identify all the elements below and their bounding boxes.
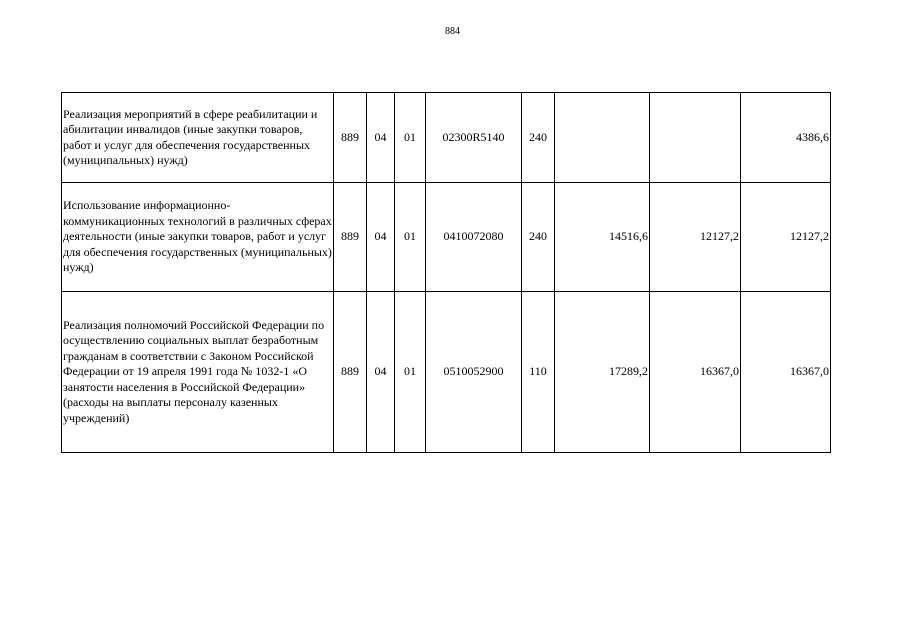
amount-1-cell: 14516,6 (555, 183, 650, 292)
table-row (62, 292, 831, 453)
subsection-cell: 01 (395, 183, 426, 292)
table-row (62, 183, 831, 292)
subsection-cell: 01 (395, 93, 426, 183)
row-description: Реализация полномочий Российской Федерации по осуществлению социальных выплат безработным гражданам в соответствии с Законом Российской Федерации от 19 апреля 1991 года № 1032-1 «О занятости населения в Российской Федерации» (расходы на выплаты персоналу казенных учреждений) (62, 292, 334, 453)
budget-table (61, 92, 831, 453)
page-number: 884 (445, 26, 460, 37)
expense-type-cell: 110 (522, 292, 555, 453)
section-cell: 04 (367, 183, 395, 292)
amount-2-cell (650, 93, 741, 183)
section-cell: 04 (367, 292, 395, 453)
table-row (62, 93, 831, 183)
amount-1-cell: 17289,2 (555, 292, 650, 453)
amount-3-cell: 12127,2 (741, 183, 831, 292)
expense-type-cell: 240 (522, 183, 555, 292)
expense-type-cell: 240 (522, 93, 555, 183)
target-article-cell: 0510052900 (426, 292, 522, 453)
amount-2-cell: 16367,0 (650, 292, 741, 453)
amount-2-cell: 12127,2 (650, 183, 741, 292)
amount-3-cell: 16367,0 (741, 292, 831, 453)
amount-3-cell: 4386,6 (741, 93, 831, 183)
row-description: Реализация мероприятий в сфере реабилитации и абилитации инвалидов (иные закупки товаров, работ и услуг для обеспечения государственных (муниципальных) нужд) (62, 93, 334, 183)
ministry-code-cell: 889 (334, 183, 367, 292)
row-description: Использование информационно-коммуникационных технологий в различных сферах деятельности (иные закупки товаров, работ и услуг для обеспечения государственных (муниципальных) нужд) (62, 183, 334, 292)
amount-1-cell (555, 93, 650, 183)
target-article-cell: 02300R5140 (426, 93, 522, 183)
target-article-cell: 0410072080 (426, 183, 522, 292)
subsection-cell: 01 (395, 292, 426, 453)
ministry-code-cell: 889 (334, 292, 367, 453)
ministry-code-cell: 889 (334, 93, 367, 183)
section-cell: 04 (367, 93, 395, 183)
